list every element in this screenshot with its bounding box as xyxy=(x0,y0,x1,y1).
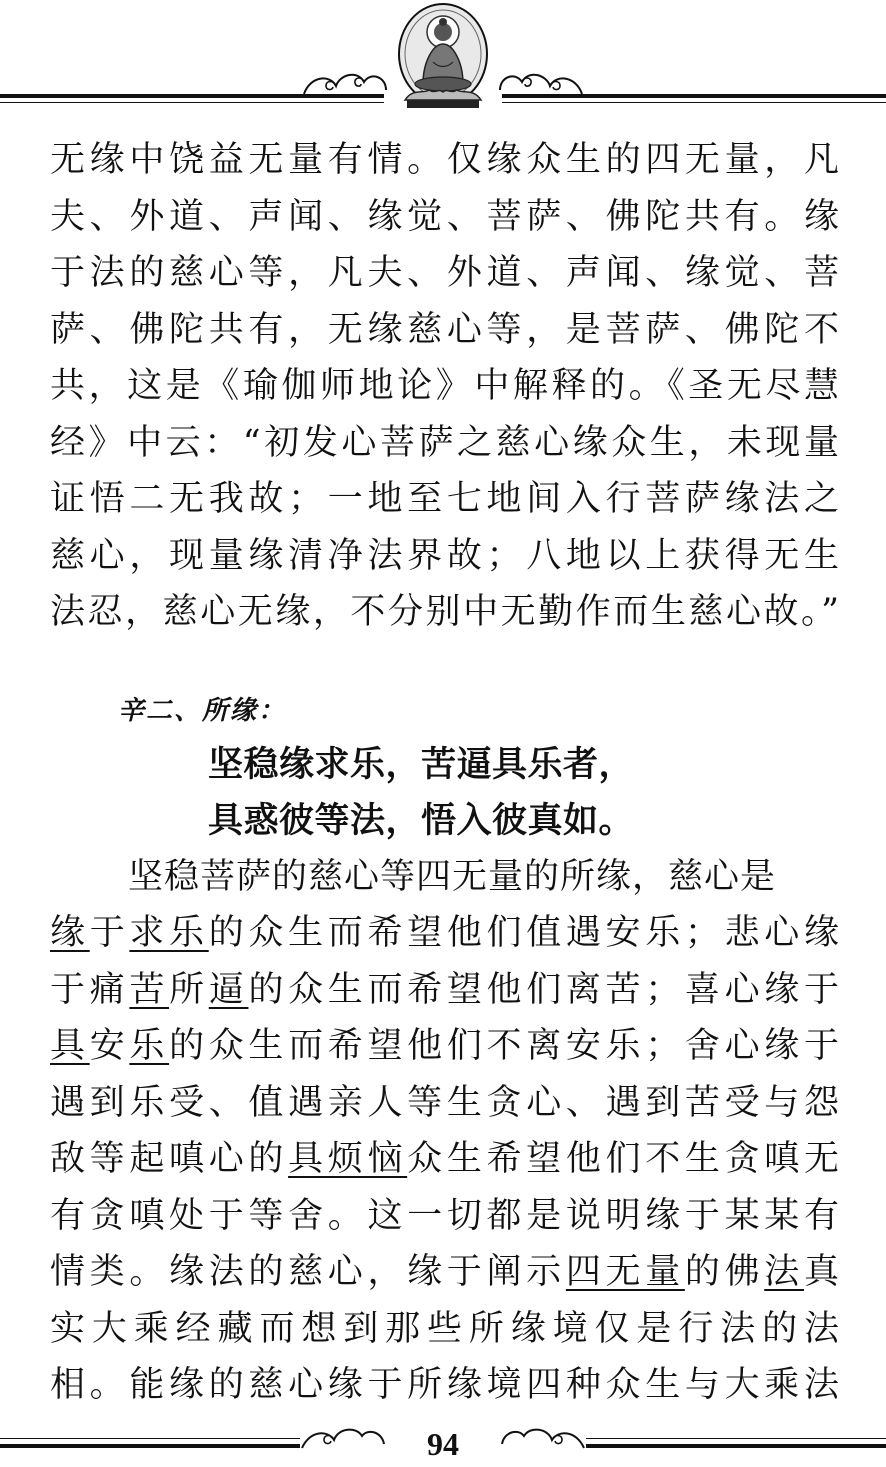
text-line: 无缘中饶益无量有情。仅缘众生的四无量，凡 xyxy=(50,140,840,180)
text-span: 的众生而希望他们值遇安乐；悲心缘 xyxy=(208,913,840,953)
text-span: 的众生而希望他们离苦；喜心缘于 xyxy=(248,969,840,1010)
text-span: 的众生而希望他们不离安乐；舍心缘于 xyxy=(169,1026,840,1066)
text-span: 安 xyxy=(89,1026,130,1066)
verse-line-2: 具惑彼等法，悟入彼真如。 xyxy=(208,800,635,841)
text-line: 萨、佛陀共有，无缘慈心等，是菩萨、佛陀不 xyxy=(50,309,840,350)
text-line: 夫、外道、声闻、缘觉、菩萨、佛陀共有。缘 xyxy=(50,196,840,237)
underlined-term: 具烦恼 xyxy=(288,1139,408,1179)
text-line: 相。能缘的慈心缘于所缘境四种众生与大乘法 xyxy=(50,1365,840,1405)
text-span: 敌等起嗔心的 xyxy=(50,1139,289,1179)
text-span: 所 xyxy=(169,969,209,1010)
text-line: 证悟二无我故；一地至七地间入行菩萨缘法之 xyxy=(50,479,840,519)
text-span: 众生希望他们不生贪嗔无 xyxy=(407,1139,840,1179)
underlined-term: 苦 xyxy=(129,969,170,1010)
text-span: 于 xyxy=(89,913,130,953)
verse-line-1: 坚稳缘求乐，苦逼具乐者， xyxy=(208,744,635,785)
text-span: 于痛 xyxy=(50,969,130,1010)
text-line: 慈心，现量缘清净法界故；八地以上获得无生 xyxy=(50,535,840,576)
header-rule-right-thin xyxy=(502,102,886,103)
text-line: 共，这是《瑜伽师地论》中解释的。《圣无尽慧 xyxy=(50,366,840,406)
text-line: 于法的慈心等，凡夫、外道、声闻、缘觉、菩 xyxy=(50,253,840,293)
footer-ornament xyxy=(0,1410,886,1467)
header-rule-left-thin xyxy=(0,102,384,103)
text-line: 遇到乐受、值遇亲人等生贪心、遇到苦受与怨 xyxy=(50,1082,840,1123)
text-line: 有贪嗔处于等舍。这一切都是说明缘于某某有 xyxy=(50,1195,840,1236)
underlined-term: 缘 xyxy=(50,913,90,953)
paragraph-2 xyxy=(50,849,840,1414)
paragraph-1 xyxy=(50,132,840,641)
section-heading: 辛二、所缘： xyxy=(118,695,287,726)
text-line xyxy=(50,1131,840,1188)
underlined-term: 四无量 xyxy=(565,1252,685,1292)
page-number: 94 xyxy=(427,1426,459,1462)
cloud-scroll-left-icon xyxy=(300,66,390,100)
text-line xyxy=(50,962,840,1019)
text-span: 真 xyxy=(803,1252,840,1292)
text-line xyxy=(50,1018,840,1075)
page-content xyxy=(50,132,840,1414)
underlined-term: 具 xyxy=(50,1026,90,1066)
text-line: 法忍，慈心无缘，不分别中无勤作而生慈心故。” xyxy=(50,592,840,632)
text-line: 实大乘经藏而想到那些所缘境仅是行法的法 xyxy=(50,1308,840,1349)
text-line: 坚稳菩萨的慈心等四无量的所缘，慈心是 xyxy=(128,856,777,897)
underlined-term: 求乐 xyxy=(129,913,209,953)
underlined-term: 法 xyxy=(764,1252,804,1292)
underlined-term: 逼 xyxy=(208,969,249,1010)
text-line xyxy=(50,1244,840,1301)
text-line xyxy=(50,905,840,962)
buddha-medallion-icon xyxy=(393,2,493,112)
underlined-term: 乐 xyxy=(129,1026,170,1066)
text-line: 经》中云：“初发心菩萨之慈心缘众生，未现量 xyxy=(50,422,840,463)
header-ornament xyxy=(0,0,886,112)
cloud-scroll-right-icon xyxy=(496,66,586,100)
text-span: 的佛 xyxy=(684,1252,765,1292)
text-span: 情类。缘法的慈心，缘于阐示 xyxy=(50,1252,566,1292)
